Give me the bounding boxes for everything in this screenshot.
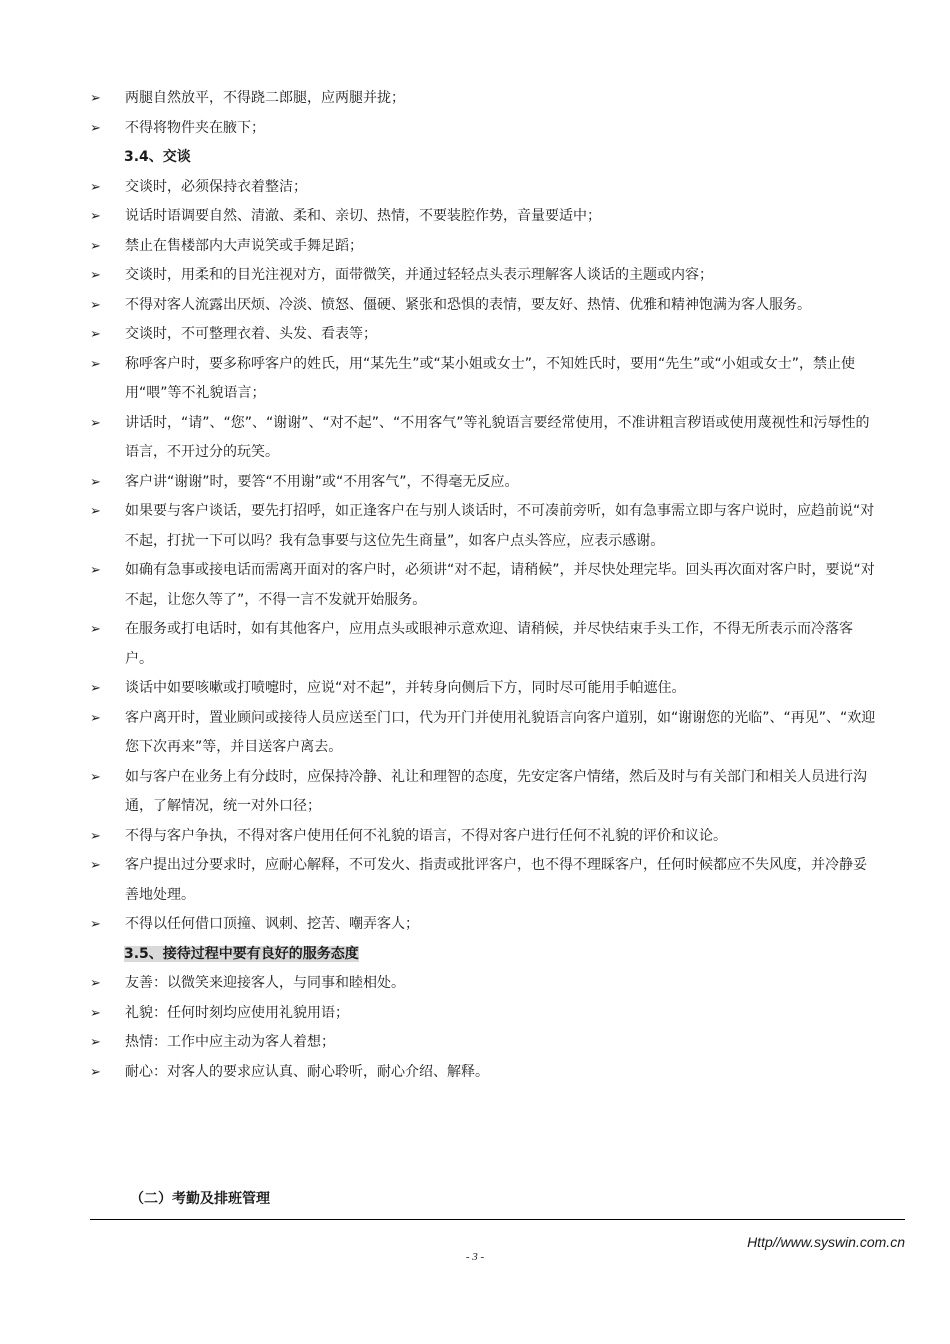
list-item [90,409,880,468]
bullet-arrow-icon: ➢ [90,858,101,873]
list-item-text: 热情：工作中应主动为客人着想； [125,1034,335,1050]
bullet-arrow-icon: ➢ [90,179,101,195]
footer-url: Http//www.syswin.com.cn [747,1234,905,1250]
bullet-arrow-icon: ➢ [90,297,101,313]
list-item [90,1028,880,1058]
list-item [90,910,880,940]
bullet-arrow-icon: ➢ [90,356,101,372]
bullet-arrow-icon: ➢ [90,474,101,490]
list-item-text: 如确有急事或接电话而需离开面对的客户时，必须讲“对不起，请稍候”，并尽快处理完毕。回头再次面对客户时，要说“对不起，让您久等了”，不得一言不发就开始服务。 [125,562,875,608]
bullet-arrow-icon: ➢ [90,120,101,136]
bullet-arrow-icon: ➢ [90,327,101,342]
list-item [90,999,880,1029]
list-item-text: 友善：以微笑来迎接客人，与同事和睦相处。 [125,975,405,991]
bullet-arrow-icon: ➢ [90,504,101,519]
list-item [90,615,880,674]
list-item-text: 不得将物件夹在腋下； [125,119,265,136]
bullet-list-b [90,173,880,940]
list-item [90,291,880,321]
bullet-arrow-icon: ➢ [90,1005,101,1021]
list-item [90,232,880,262]
list-item [90,822,880,852]
bullet-arrow-icon: ➢ [90,238,101,254]
list-item [90,851,880,910]
heading-3-4: 3.4、交谈 [124,149,191,165]
footer-divider [90,1219,905,1220]
list-item-text: 两腿自然放平，不得跷二郎腿，应两腿并拢； [125,90,405,106]
list-item-text: 礼貌：任何时刻均应使用礼貌用语； [125,1004,349,1021]
list-item [90,320,880,350]
bullet-arrow-icon: ➢ [90,710,101,726]
heading-3-5: 3.5、接待过程中要有良好的服务态度 [124,945,359,962]
list-item [90,969,880,999]
list-item-text: 在服务或打电话时，如有其他客户，应用点头或眼神示意欢迎、请稍候，并尽快结束手头工作，不得无所表示而冷落客户。 [125,621,853,667]
list-item [90,173,880,203]
list-item [90,704,880,763]
list-item-text: 说话时语调要自然、清澈、柔和、亲切、热情，不要装腔作势，音量要适中； [125,208,601,224]
list-item [90,1058,880,1088]
list-item-text: 客户提出过分要求时，应耐心解释，不可发火、指责或批评客户，也不得不理睬客户，任何时候都应不失风度，并冷静妥善地处理。 [125,857,867,903]
list-item [90,202,880,232]
list-item [90,84,880,114]
list-item-text: 交谈时，用柔和的目光注视对方，面带微笑，并通过轻轻点头表示理解客人谈话的主题或内容； [125,267,713,283]
bullet-arrow-icon: ➢ [90,91,101,106]
list-item-text: 客户离开时，置业顾问或接待人员应送至门口，代为开门并使用礼貌语言向客户道别，如“谢谢您的光临”、“再见”、“欢迎您下次再来”等，并目送客户离去。 [125,709,876,755]
list-item-text: 不得与客户争执，不得对客户使用任何不礼貌的语言，不得对客户进行任何不礼貌的评价和议论。 [125,827,727,844]
section-title: （二）考勤及排班管理 [130,1191,270,1207]
list-item [90,350,880,409]
bullet-list-a [90,84,880,143]
bullet-arrow-icon: ➢ [90,415,101,431]
list-item-text: 讲话时，“请”、“您”、“谢谢”、“对不起”、“不用客气”等礼貌语言要经常使用，不准讲粗言秽语或使用蔑视性和污辱性的语言，不开过分的玩笑。 [125,414,870,460]
list-item [90,674,880,704]
list-item [90,114,880,144]
bullet-arrow-icon: ➢ [90,681,101,696]
list-item [90,556,880,615]
bullet-arrow-icon: ➢ [90,828,101,844]
bullet-arrow-icon: ➢ [90,268,101,283]
bullet-arrow-icon: ➢ [90,976,101,991]
list-item-text: 交谈时，必须保持衣着整洁； [125,178,307,195]
bullet-arrow-icon: ➢ [90,209,101,224]
list-item-text: 不得以任何借口顶撞、讽刺、挖苦、嘲弄客人； [125,916,419,932]
bullet-list-c [90,969,880,1087]
bullet-arrow-icon: ➢ [90,563,101,578]
bullet-arrow-icon: ➢ [90,1064,101,1080]
list-item-text: 耐心：对客人的要求应认真、耐心聆听，耐心介绍、解释。 [125,1063,489,1080]
list-item-text: 如果要与客户谈话，要先打招呼，如正逢客户在与别人谈话时，不可凑前旁听，如有急事需立即与客户说时，应趋前说“对不起，打扰一下可以吗？我有急事要与这位先生商量”，如客户点头答应，应表示感谢。 [125,503,875,549]
list-item-text: 称呼客户时，要多称呼客户的姓氏，用“某先生”或“某小姐或女士”，不知姓氏时，要用“先生”或“小姐或女士”，禁止使用“喂”等不礼貌语言； [125,355,856,401]
list-item [90,261,880,291]
bullet-arrow-icon: ➢ [90,1035,101,1050]
page-number: - 3 - [465,1251,485,1263]
list-item [90,763,880,822]
list-item-text: 如与客户在业务上有分歧时，应保持冷静、礼让和理智的态度，先安定客户情绪，然后及时与有关部门和相关人员进行沟通，了解情况，统一对外口径； [125,768,867,814]
bullet-arrow-icon: ➢ [90,769,101,785]
bullet-arrow-icon: ➢ [90,917,101,932]
list-item-text: 不得对客人流露出厌烦、冷淡、愤怒、僵硬、紧张和恐惧的表情，要友好、热情、优雅和精神饱满为客人服务。 [125,296,811,313]
list-item-text: 谈话中如要咳嗽或打喷嚏时，应说“对不起”，并转身向侧后下方，同时尽可能用手帕遮住。 [125,680,686,696]
list-item-text: 客户讲“谢谢”时，要答“不用谢”或“不用客气”，不得毫无反应。 [125,473,519,490]
list-item-text: 交谈时，不可整理衣着、头发、看表等； [125,326,377,342]
list-item [90,468,880,498]
list-item-text: 禁止在售楼部内大声说笑或手舞足蹈； [125,237,363,254]
page-content [90,84,880,1087]
list-item [90,497,880,556]
bullet-arrow-icon: ➢ [90,622,101,637]
